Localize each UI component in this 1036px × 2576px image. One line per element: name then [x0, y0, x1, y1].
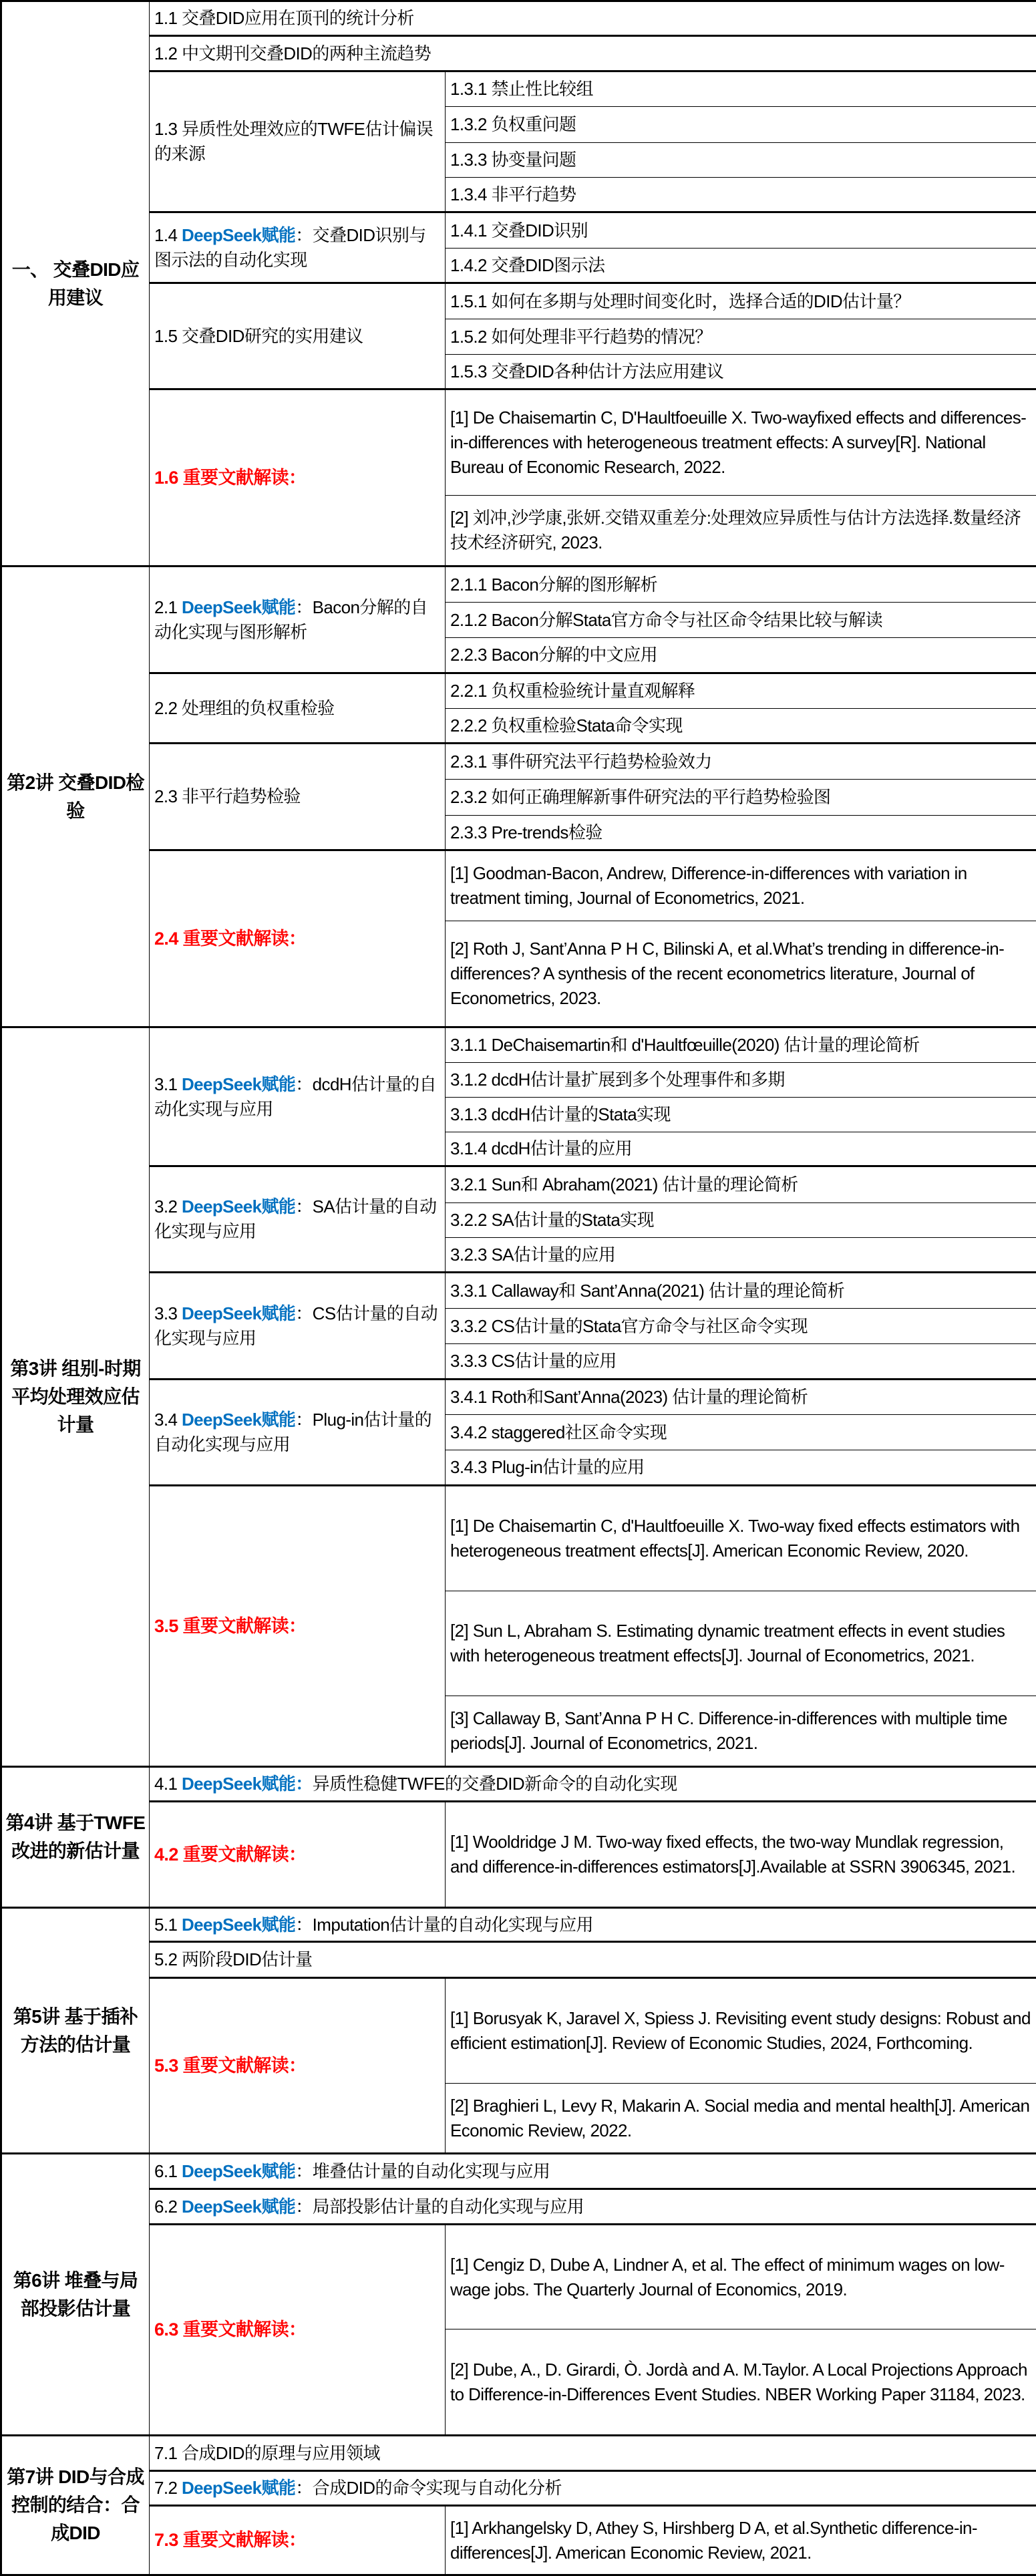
subtopic-cell [446, 1098, 1036, 1132]
subtopic-text: 1.4.2 交叠DID图示法 [450, 255, 605, 275]
deepseek-badge-label: DeepSeek赋能 [181, 1196, 296, 1217]
lecture-title: 第2讲 交叠DID检验 [7, 772, 144, 821]
deepseek-badge-label: DeepSeek赋能 [181, 2196, 296, 2217]
topic-cell [150, 2436, 1036, 2471]
reference-cell [446, 496, 1036, 567]
reference-row [1, 389, 1036, 496]
item-title: 处理组的负权重检验 [181, 697, 335, 718]
subtopic-row [1, 1380, 1036, 1415]
subtopic-cell [446, 178, 1036, 212]
subtopic-text: 2.2.1 负权重检验统计量直观解释 [450, 681, 695, 701]
lecture-title-cell [1, 2154, 150, 2436]
outline-row [1, 2436, 1036, 2471]
subtopic-text: 1.3.1 禁止性比较组 [450, 79, 593, 99]
topic-cell [150, 212, 446, 283]
subtopic-cell [446, 1203, 1036, 1238]
subtopic-text: 1.5.3 交叠DID各种估计方法应用建议 [450, 361, 724, 381]
item-number: 1.4 [154, 224, 178, 245]
topic-cell [150, 1942, 1036, 1978]
subtopic-cell [446, 1027, 1036, 1063]
reference-cell [446, 2329, 1036, 2436]
lecture-title-cell [1, 1908, 150, 2154]
item-number: 2.2 [154, 697, 178, 718]
item-title: 合成DID的原理与应用领域 [181, 2442, 380, 2463]
subtopic-text: 1.3.2 负权重问题 [450, 114, 576, 134]
reference-row [1, 1486, 1036, 1591]
topic-cell [150, 1380, 446, 1486]
subtopic-row [1, 71, 1036, 107]
important-reading-label [150, 389, 446, 567]
subtopic-row [1, 1166, 1036, 1203]
outline-row [1, 2154, 1036, 2189]
reference-row [1, 850, 1036, 921]
topic-cell [150, 744, 446, 850]
reference-cell [446, 1978, 1036, 2084]
item-number: 1.6 [154, 467, 178, 488]
subtopic-text: 1.3.3 协变量问题 [450, 150, 576, 170]
reference-cell [446, 921, 1036, 1027]
subtopic-cell [446, 319, 1036, 355]
outline-row [1, 1767, 1036, 1802]
lecture-title-cell [1, 1027, 150, 1767]
reference-row [1, 2225, 1036, 2329]
deepseek-badge-label: DeepSeek赋能： [181, 1774, 313, 1794]
subtopic-text: 3.2.1 Sun和 Abraham(2021) 估计量的理论简析 [450, 1174, 798, 1194]
subtopic-row [1, 1027, 1036, 1063]
item-number: 3.2 [154, 1196, 178, 1217]
item-number: 5.3 [154, 2055, 178, 2076]
lecture-title-cell [1, 1767, 150, 1908]
item-number: 7.1 [154, 2442, 178, 2463]
subtopic-cell [446, 1344, 1036, 1380]
deepseek-badge-label: DeepSeek赋能 [181, 1410, 296, 1430]
item-title: ：dcdH估计量的自动化实现与应用 [154, 1074, 436, 1119]
reference-cell [446, 1802, 1036, 1908]
reference-cell [446, 2506, 1036, 2575]
subtopic-row [1, 567, 1036, 603]
item-title: 重要文献解读： [182, 2319, 307, 2340]
subtopic-cell [446, 107, 1036, 143]
item-title: 非平行趋势检验 [181, 786, 301, 806]
subtopic-text: 2.3.3 Pre-trends检验 [450, 822, 602, 842]
deepseek-badge-label: DeepSeek赋能 [181, 597, 296, 617]
important-reading-label [150, 2506, 446, 2575]
lecture-title-cell [1, 2436, 150, 2575]
item-number: 6.2 [154, 2196, 178, 2217]
item-number: 7.3 [154, 2530, 178, 2550]
subtopic-cell [446, 1238, 1036, 1273]
reference-cell [446, 2225, 1036, 2329]
subtopic-text: 3.1.3 dcdH估计量的Stata实现 [450, 1104, 671, 1124]
item-number: 3.5 [154, 1615, 178, 1636]
subtopic-row [1, 283, 1036, 319]
item-title: 重要文献解读： [182, 467, 307, 488]
lecture-title: 第6讲 堆叠与局部投影估计量 [13, 2269, 138, 2319]
topic-cell [150, 71, 446, 212]
subtopic-cell [446, 709, 1036, 744]
topic-cell [150, 1027, 446, 1166]
item-title: ：Imputation估计量的自动化实现与应用 [295, 1914, 593, 1935]
reference-text: [3] Callaway B, Sant’Anna P H C. Difference-in-differences with multiple time periods[J]. Journal of Econometrics, 2021. [450, 1708, 1007, 1753]
item-title: 重要文献解读： [182, 928, 307, 949]
topic-cell [150, 36, 1036, 71]
item-number: 3.4 [154, 1410, 178, 1430]
item-title: ：堆叠估计量的自动化实现与应用 [295, 2160, 550, 2181]
deepseek-badge-label: DeepSeek赋能 [181, 1303, 296, 1323]
important-reading-label [150, 1802, 446, 1908]
item-number: 5.1 [154, 1914, 178, 1935]
subtopic-cell [446, 1166, 1036, 1203]
reference-cell [446, 1696, 1036, 1767]
subtopic-text: 1.5.2 如何处理非平行趋势的情况？ [450, 326, 712, 347]
subtopic-row [1, 673, 1036, 709]
subtopic-text: 2.1.2 Bacon分解Stata官方命令与社区命令结果比较与解读 [450, 609, 883, 630]
subtopic-cell [446, 1450, 1036, 1486]
topic-cell [150, 1166, 446, 1273]
subtopic-text: 2.1.1 Bacon分解的图形解析 [450, 574, 657, 595]
lecture-title: 第4讲 基于TWFE改进的新估计量 [5, 1812, 146, 1861]
item-title: 重要文献解读： [182, 2530, 307, 2550]
important-reading-label [150, 1486, 446, 1767]
reference-row [1, 2506, 1036, 2575]
subtopic-cell [446, 1063, 1036, 1098]
subtopic-cell [446, 603, 1036, 638]
subtopic-cell [446, 249, 1036, 283]
subtopic-text: 3.1.4 dcdH估计量的应用 [450, 1138, 633, 1158]
lecture-title: 第3讲 组别-时期平均处理效应估计量 [10, 1358, 141, 1435]
outline-row [1, 2189, 1036, 2225]
subtopic-cell [446, 1132, 1036, 1166]
topic-cell [150, 673, 446, 744]
item-number: 1.2 [154, 43, 178, 63]
item-number: 7.2 [154, 2478, 178, 2498]
item-number: 4.2 [154, 1844, 178, 1865]
item-title: 异质性处理效应的TWFE估计偏误的来源 [154, 119, 434, 164]
important-reading-label [150, 850, 446, 1027]
subtopic-text: 3.1.1 DeChaisemartin和 d'Haultfœuille(2020) 估计量的理论简析 [450, 1035, 920, 1055]
subtopic-text: 3.4.3 Plug-in估计量的应用 [450, 1457, 645, 1477]
subtopic-cell [446, 816, 1036, 850]
item-number: 2.4 [154, 928, 178, 949]
item-number: 5.2 [154, 1949, 178, 1969]
subtopic-row [1, 212, 1036, 249]
lecture-title-cell [1, 567, 150, 1027]
reference-text: [2] Dube, A., D. Girardi, Ò. Jordà and A. M.Taylor. A Local Projections Approach to Difference-in-Differences Event Studies. NBER Working Paper 31184, 2023. [450, 2359, 1027, 2404]
subtopic-row [1, 744, 1036, 780]
subtopic-text: 3.4.1 Roth和Sant’Anna(2023) 估计量的理论简析 [450, 1387, 808, 1407]
item-number: 6.1 [154, 2160, 178, 2181]
topic-cell [150, 1908, 1036, 1942]
subtopic-cell [446, 1273, 1036, 1309]
reference-text: [2] Sun L, Abraham S. Estimating dynamic treatment effects in event studies with heterogeneous treatment effects[J]. Journal of Econometrics, 2021. [450, 1621, 1005, 1665]
subtopic-text: 3.3.2 CS估计量的Stata官方命令与社区命令实现 [450, 1315, 808, 1336]
item-title: 重要文献解读： [182, 1844, 307, 1865]
reference-cell [446, 1591, 1036, 1696]
subtopic-text: 2.3.1 事件研究法平行趋势检验效力 [450, 751, 712, 772]
subtopic-cell [446, 567, 1036, 603]
topic-cell [150, 567, 446, 673]
item-title: ：Plug-in估计量的自动化实现与应用 [154, 1410, 432, 1454]
subtopic-cell [446, 71, 1036, 107]
topic-cell [150, 1273, 446, 1380]
subtopic-cell [446, 744, 1036, 780]
reference-text: [2] Braghieri L, Levy R, Makarin A. Social media and mental health[J]. American Economic Review, 2022. [450, 2095, 1030, 2140]
subtopic-text: 2.2.3 Bacon分解的中文应用 [450, 645, 657, 665]
item-title: ：合成DID的命令实现与自动化分析 [295, 2478, 562, 2498]
reference-cell [446, 2084, 1036, 2154]
item-number: 1.1 [154, 8, 178, 28]
topic-cell [150, 2154, 1036, 2189]
important-reading-label [150, 1978, 446, 2154]
lecture-title: 第7讲 DID与合成控制的结合：合成DID [7, 2466, 144, 2543]
subtopic-cell [446, 283, 1036, 319]
item-title: 两阶段DID估计量 [181, 1949, 313, 1969]
item-title: 重要文献解读： [182, 1615, 307, 1636]
subtopic-text: 3.4.2 staggered社区命令实现 [450, 1422, 667, 1442]
topic-cell [150, 283, 446, 389]
subtopic-cell [446, 355, 1036, 389]
outline-row [1, 2471, 1036, 2506]
course-outline-body [1, 1, 1036, 2575]
subtopic-row [1, 1273, 1036, 1309]
reference-text: [1] Goodman-Bacon, Andrew, Difference-in-differences with variation in treatment timing, Journal of Econometrics, 2021. [450, 863, 967, 908]
item-number: 3.1 [154, 1074, 178, 1094]
reference-text: [2] 刘冲,沙学康,张妍.交错双重差分:处理效应异质性与估计方法选择.数量经济技术经济研究, 2023. [450, 508, 1021, 552]
important-reading-label [150, 2225, 446, 2436]
subtopic-text: 2.3.2 如何正确理解新事件研究法的平行趋势检验图 [450, 787, 831, 807]
item-title: ：CS估计量的自动化实现与应用 [154, 1303, 438, 1348]
reference-cell [446, 850, 1036, 921]
reference-text: [1] Borusyak K, Jaravel X, Spiess J. Revisiting event study designs: Robust and efficient estimation[J]. Review of Economic Studies, 2024, Forthcoming. [450, 2008, 1031, 2053]
subtopic-cell [446, 673, 1036, 709]
reference-text: [1] De Chaisemartin C, d'Haultfoeuille X. Two-way fixed effects estimators with heterogeneous treatment effects[J]. American Economic Review, 2020. [450, 1516, 1020, 1561]
subtopic-cell [446, 780, 1036, 816]
reference-row [1, 1978, 1036, 2084]
subtopic-cell [446, 212, 1036, 249]
reference-cell [446, 389, 1036, 496]
topic-cell [150, 2471, 1036, 2506]
lecture-title: 第5讲 基于插补方法的估计量 [13, 2005, 138, 2055]
topic-cell [150, 1, 1036, 36]
reference-cell [446, 1486, 1036, 1591]
subtopic-text: 1.3.4 非平行趋势 [450, 184, 576, 204]
lecture-title: 一、 交叠DID应用建议 [11, 259, 140, 308]
subtopic-text: 1.5.1 如何在多期与处理时间变化时，选择合适的DID估计量？ [450, 291, 910, 311]
subtopic-cell [446, 143, 1036, 178]
subtopic-cell [446, 638, 1036, 673]
subtopic-text: 1.4.1 交叠DID识别 [450, 220, 588, 240]
subtopic-text: 2.2.2 负权重检验Stata命令实现 [450, 715, 683, 736]
item-number: 3.3 [154, 1303, 178, 1323]
item-title: 交叠DID应用在顶刊的统计分析 [181, 8, 414, 28]
subtopic-text: 3.1.2 dcdH估计量扩展到多个处理事件和多期 [450, 1070, 785, 1090]
reference-text: [1] Cengiz D, Dube A, Lindner A, et al. The effect of minimum wages on low-wage jobs. The Quarterly Journal of Economics, 2019. [450, 2254, 1005, 2299]
item-number: 1.3 [154, 119, 178, 139]
outline-row [1, 36, 1036, 71]
deepseek-badge-label: DeepSeek赋能 [181, 2160, 296, 2181]
subtopic-text: 3.2.2 SA估计量的Stata实现 [450, 1210, 655, 1230]
deepseek-badge-label: DeepSeek赋能 [181, 2478, 296, 2498]
item-title: ：SA估计量的自动化实现与应用 [154, 1196, 437, 1241]
reference-text: [1] Wooldridge J M. Two-way fixed effects, the two-way Mundlak regression, and difference-in-differences estimators[J].Available at SSRN 3906345, 2021. [450, 1832, 1016, 1877]
subtopic-cell [446, 1309, 1036, 1344]
deepseek-badge-label: DeepSeek赋能 [181, 224, 296, 245]
item-title: 交叠DID研究的实用建议 [181, 325, 363, 346]
item-title: ：Bacon分解的自动化实现与图形解析 [154, 597, 428, 642]
item-number: 2.1 [154, 597, 178, 617]
lecture-title-cell [1, 1, 150, 567]
item-title: 异质性稳健TWFE的交叠DID新命令的自动化实现 [312, 1774, 677, 1794]
item-title: 中文期刊交叠DID的两种主流趋势 [181, 43, 431, 63]
subtopic-cell [446, 1415, 1036, 1450]
subtopic-text: 3.3.1 Callaway和 Sant’Anna(2021) 估计量的理论简析 [450, 1280, 845, 1301]
reference-text: [1] De Chaisemartin C, D'Haultfoeuille X. Two-wayfixed effects and differences-in-differences with heterogeneous treatment effects: A survey[R]. National Bureau of Economic Research, 2022. [450, 408, 1027, 477]
reference-row [1, 1802, 1036, 1908]
item-number: 1.5 [154, 325, 178, 346]
item-title: 重要文献解读： [182, 2055, 307, 2076]
outline-row [1, 1942, 1036, 1978]
deepseek-badge-label: DeepSeek赋能 [181, 1074, 296, 1094]
outline-row [1, 1908, 1036, 1942]
topic-cell [150, 2189, 1036, 2225]
subtopic-text: 3.2.3 SA估计量的应用 [450, 1244, 616, 1265]
reference-text: [2] Roth J, Sant’Anna P H C, Bilinski A, et al.What’s trending in difference-in-differences? A synthesis of the recent econometrics literature, Journal of Econometrics, 2023. [450, 939, 1005, 1008]
item-title: ：局部投影估计量的自动化实现与应用 [295, 2196, 584, 2217]
subtopic-cell [446, 1380, 1036, 1415]
reference-text: [1] Arkhangelsky D, Athey S, Hirshberg D A, et al.Synthetic difference-in-differences[J]. American Economic Review, 2021. [450, 2517, 977, 2563]
item-title: ：交叠DID识别与图示法的自动化实现 [154, 224, 426, 270]
item-number: 6.3 [154, 2319, 178, 2340]
topic-cell [150, 1767, 1036, 1802]
subtopic-text: 3.3.3 CS估计量的应用 [450, 1351, 617, 1371]
outline-row [1, 1, 1036, 36]
item-number: 4.1 [154, 1774, 178, 1794]
deepseek-badge-label: DeepSeek赋能 [181, 1914, 296, 1935]
item-number: 2.3 [154, 786, 178, 806]
